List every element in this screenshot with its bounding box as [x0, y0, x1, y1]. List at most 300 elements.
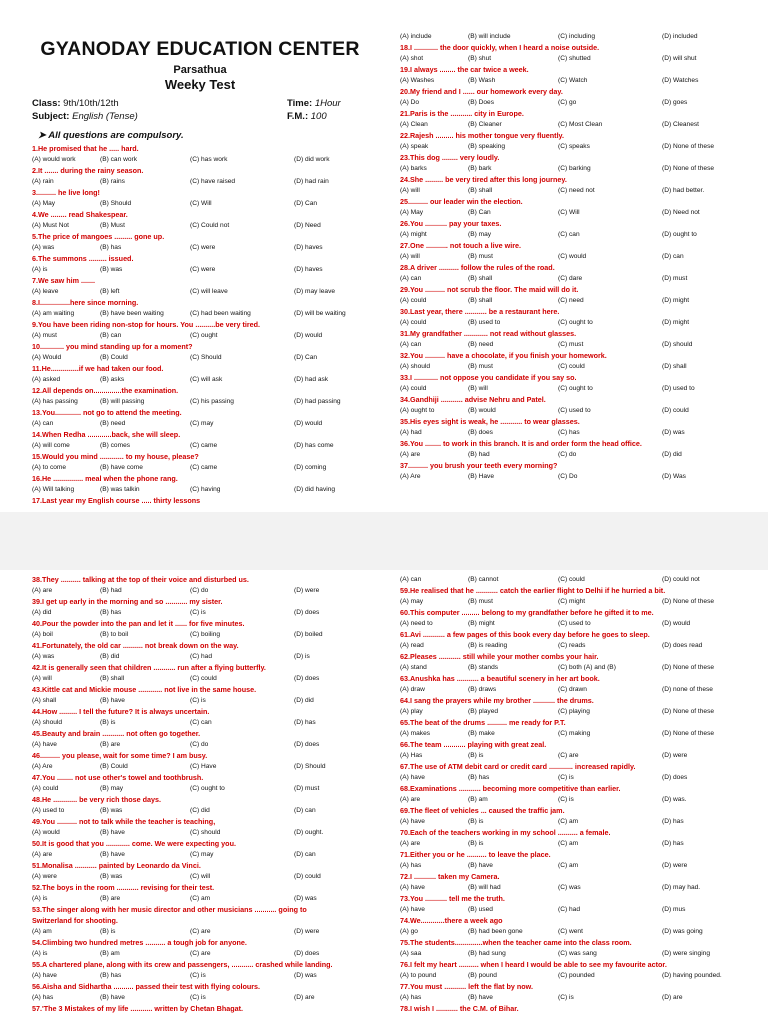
option-c: (C) might [558, 598, 586, 605]
option-row [400, 816, 736, 827]
option-d: (D) was going [662, 928, 703, 935]
option-c: (C) will [190, 873, 211, 880]
option-row [400, 948, 736, 959]
option-d: (D) Was [662, 473, 686, 480]
option-b: (B) are [100, 741, 121, 748]
question-text: 72.I ........... taken my Camera. [400, 872, 500, 881]
question-text: Switzerland for shooting. [32, 916, 118, 925]
option-b: (B) Must [100, 222, 125, 229]
question-text: 60.This computer ......... belong to my grandfather before he gifted it to me. [400, 608, 654, 617]
option-b: (B) have come [100, 464, 143, 471]
option-a: (A) makes [400, 730, 431, 737]
option-a: (A) will [400, 253, 420, 260]
option-a: (A) could [400, 319, 427, 326]
option-row [32, 396, 368, 407]
question-text: 35.His eyes sight is weak, he ........... to wear glasses. [400, 417, 580, 426]
option-d: (D) does [294, 741, 320, 748]
question-text: 30.Last year, there ........... be a restaurant here. [400, 307, 560, 316]
option-d: (D) does read [662, 642, 703, 649]
option-row [400, 207, 736, 218]
question-text: 33.I ............ not oppose you candidate if you say so. [400, 373, 577, 382]
option-d: (D) Can [294, 354, 318, 361]
option-b: (B) can [100, 332, 122, 339]
option-c: (C) is [190, 972, 206, 979]
option-row [32, 992, 368, 1003]
option-b: (B) will [468, 385, 488, 392]
option-row [400, 229, 736, 240]
option-c: (C) do [190, 741, 209, 748]
question-text: 14.When Redha ............back, she will sleep. [32, 430, 181, 439]
option-b: (B) Could [100, 763, 128, 770]
option-d: (D) was [662, 429, 685, 436]
option-c: (C) are [190, 928, 211, 935]
option-row [400, 904, 736, 915]
option-b: (B) used to [468, 319, 501, 326]
question-text: 61.Avi ........... a few pages of this book every day before he goes to sleep. [400, 630, 650, 639]
option-d: (D) included [662, 33, 698, 40]
option-c: (C) had been waiting [190, 310, 251, 317]
option-a: (A) are [400, 796, 421, 803]
option-a: (A) should [400, 363, 431, 370]
option-a: (A) have [400, 906, 425, 913]
option-row [400, 926, 736, 937]
option-b: (B) bark [468, 165, 492, 172]
option-b: (B) speaking [468, 143, 506, 150]
option-b: (B) has [100, 972, 122, 979]
option-row [32, 948, 368, 959]
option-c: (C) am [558, 862, 579, 869]
option-a: (A) should [32, 719, 63, 726]
option-a: (A) are [400, 840, 421, 847]
option-b: (B) will include [468, 33, 511, 40]
option-c: (C) speaks [558, 143, 590, 150]
option-row [400, 163, 736, 174]
question-text: 53.The singer along with her music director and other musicians ........... going to [32, 905, 307, 914]
option-row [400, 251, 736, 262]
option-c: (C) would [558, 253, 587, 260]
option-a: (A) are [32, 587, 53, 594]
option-c: (C) having [190, 486, 221, 493]
option-c: (C) is [558, 796, 574, 803]
question-text: 7.We saw him ....... [32, 276, 95, 285]
option-a: (A) did [32, 609, 52, 616]
question-text: 6.The summons ......... issued. [32, 254, 134, 263]
option-d: (D) can [662, 253, 684, 260]
option-a: (A) Would [32, 354, 62, 361]
question-text: 26.You ........... pay your taxes. [400, 219, 502, 228]
option-d: (D) could [662, 407, 689, 414]
option-c: (C) is [190, 697, 206, 704]
option-c: (C) may [190, 851, 214, 858]
option-d: (D) Cleanest [662, 121, 700, 128]
option-d: (D) Should [294, 763, 326, 770]
question-text: 56.Aisha and Sidhartha .......... passed their test with flying colours. [32, 982, 261, 991]
question-text: 16.He ............... meal when the phone rang. [32, 474, 178, 483]
question-text: 5.The price of mangoes ......... gone up. [32, 232, 165, 241]
option-c: (C) Have [190, 763, 217, 770]
question-text: 63.Anushka has ........... a beautiful scenery in her art book. [400, 674, 600, 683]
question-text: 75.The students..............when the teacher came into the class room. [400, 938, 632, 947]
question-text: 47.You ........ not use other's towel and toothbrush. [32, 773, 204, 782]
option-row [32, 154, 368, 165]
question-text: 36.You ........ to work in this branch. It is and order form the head office. [400, 439, 642, 448]
option-d: (D) mus [662, 906, 686, 913]
option-c: (C) were [190, 244, 216, 251]
option-b: (B) pound [468, 972, 497, 979]
question-text: 57.'The 3 Mistakes of my life ........... written by Chetan Bhagat. [32, 1004, 243, 1013]
option-b: (B) Should [100, 200, 132, 207]
option-c: (C) can [190, 719, 212, 726]
option-a: (A) shall [32, 697, 57, 704]
option-c: (C) is [190, 609, 206, 616]
option-row [400, 618, 736, 629]
option-d: (D) were [294, 587, 320, 594]
option-c: (C) ought to [190, 785, 225, 792]
question-text: 17.Last year my English course ..... thirty lessons [32, 496, 201, 505]
option-c: (C) came [190, 464, 218, 471]
option-c: (C) Watch [558, 77, 588, 84]
option-row [32, 440, 368, 451]
option-row [400, 119, 736, 130]
option-d: (D) shall [662, 363, 687, 370]
option-b: (B) are [100, 895, 121, 902]
option-c: (C) are [558, 752, 579, 759]
option-b: (B) had sung [468, 950, 506, 957]
option-d: (D) does [294, 609, 320, 616]
option-a: (A) boil [32, 631, 53, 638]
question-text: 68.Examinations ........... becoming more competitive than earlier. [400, 784, 621, 793]
option-row [32, 893, 368, 904]
option-row [32, 330, 368, 341]
option-d: (D) haves [294, 244, 323, 251]
option-b: (B) would [468, 407, 496, 414]
option-b: (B) have [100, 994, 125, 1001]
option-row [400, 295, 736, 306]
option-b: (B) need [100, 420, 126, 427]
option-b: (B) has [100, 244, 122, 251]
option-a: (A) used to [32, 807, 65, 814]
option-b: (B) was talkin [100, 486, 140, 493]
option-d: (D) must [662, 275, 688, 282]
question-text: 70.Each of the teachers working in my school .......... a female. [400, 828, 611, 837]
option-a: (A) include [400, 33, 432, 40]
option-b: (B) shut [468, 55, 492, 62]
option-row [400, 383, 736, 394]
option-a: (A) has [400, 862, 422, 869]
question-text: 10............ you mind standing up for a moment? [32, 342, 193, 351]
option-c: (C) Could not [190, 222, 230, 229]
option-a: (A) asked [32, 376, 61, 383]
option-a: (A) was [32, 653, 55, 660]
question-text: 46.......... you please, wait for some time? I am busy. [32, 751, 208, 760]
option-c: (C) shutted [558, 55, 591, 62]
question-text: 49.You .......... not to talk while the teacher is teaching, [32, 817, 216, 826]
option-c: (C) will ask [190, 376, 223, 383]
question-text: 39.I get up early in the morning and so ........... my sister. [32, 597, 223, 606]
option-d: (D) none of these [662, 686, 713, 693]
question-text: 2.It ....... during the rainy season. [32, 166, 144, 175]
option-c: (C) is [558, 994, 574, 1001]
option-c: (C) did [190, 807, 210, 814]
option-b: (B) can work [100, 156, 138, 163]
option-a: (A) Are [32, 763, 53, 770]
option-c: (C) used to [558, 407, 591, 414]
option-c: (C) Most Clean [558, 121, 603, 128]
option-a: (A) need to [400, 620, 433, 627]
option-row [32, 629, 368, 640]
option-c: (C) making [558, 730, 591, 737]
option-b: (B) was [100, 873, 123, 880]
location-label: Parsathua [173, 64, 227, 76]
option-a: (A) have [32, 972, 57, 979]
option-a: (A) read [400, 642, 424, 649]
question-text: 37.......... you brush your teeth every morning? [400, 461, 558, 470]
question-text: 13.You............. not go to attend the meeting. [32, 408, 182, 417]
option-c: (C) am [190, 895, 211, 902]
option-a: (A) have [400, 884, 425, 891]
column-right-top [400, 0, 736, 482]
option-b: (B) cannot [468, 576, 499, 583]
option-row [400, 772, 736, 783]
option-row [32, 308, 368, 319]
option-row [400, 750, 736, 761]
question-text: 78.I wish I ........... the C.M. of Bihar. [400, 1004, 519, 1013]
option-d: (D) would [294, 332, 323, 339]
question-text: 8.I...............here since morning. [32, 298, 139, 307]
question-text: 73.You ........... tell me the truth. [400, 894, 505, 903]
option-d: (D) is [294, 653, 310, 660]
question-text: 65.The beat of the drums .......... me ready for P.T. [400, 718, 566, 727]
option-d: (D) None of these [662, 664, 715, 671]
option-row [32, 484, 368, 495]
option-a: (A) has passing [32, 398, 78, 405]
option-b: (B) make [468, 730, 495, 737]
option-c: (C) went [558, 928, 583, 935]
option-b: (B) am [100, 950, 120, 957]
fm-value: 100 [310, 111, 327, 122]
option-d: (D) could not [662, 576, 700, 583]
option-a: (A) are [400, 451, 421, 458]
option-c: (C) used to [558, 620, 591, 627]
question-text: 51.Monalisa ........... painted by Leonardo da Vinci. [32, 861, 201, 870]
question-text: 4.We ........ read Shakespear. [32, 210, 128, 219]
option-b: (B) Can [468, 209, 491, 216]
question-text: 41.Fortunately, the old car .......... not break down on the way. [32, 641, 239, 650]
option-row [400, 838, 736, 849]
option-d: (D) will shut [662, 55, 697, 62]
option-a: (A) rain [32, 178, 54, 185]
question-text: 66.The team ........... playing with great zeal. [400, 740, 547, 749]
question-text: 25.......... our leader win the election. [400, 197, 523, 206]
question-text: 76.I felt my heart .......... when I heard I would be able to see my favourite actor. [400, 960, 667, 969]
option-a: (A) would [32, 829, 60, 836]
page-gap [0, 512, 768, 570]
option-d: (D) has [662, 840, 684, 847]
option-b: (B) had [100, 587, 122, 594]
question-text: 38.They .......... talking at the top of their voice and disturbed us. [32, 575, 249, 584]
option-a: (A) is [32, 266, 48, 273]
option-b: (B) have been waiting [100, 310, 164, 317]
option-c: (C) his passing [190, 398, 234, 405]
instruction-text: All questions are compulsory. [48, 130, 184, 141]
option-d: (D) did work [294, 156, 330, 163]
option-b: (B) must [468, 598, 493, 605]
option-a: (A) have [400, 774, 425, 781]
option-c: (C) ought to [558, 385, 593, 392]
option-row [32, 651, 368, 662]
question-text: 11.He..............if we had taken our food. [32, 364, 164, 373]
option-d: (D) may had. [662, 884, 701, 891]
option-b: (B) shall [468, 187, 493, 194]
option-b: (B) might [468, 620, 495, 627]
option-a: (A) draw [400, 686, 425, 693]
option-d: (D) Need not [662, 209, 700, 216]
option-d: (D) had rain [294, 178, 329, 185]
option-row [400, 273, 736, 284]
option-b: (B) have [100, 851, 125, 858]
option-d: (D) had ask [294, 376, 329, 383]
option-b: (B) have [100, 829, 125, 836]
option-d: (D) might [662, 319, 690, 326]
option-b: (B) had been gone [468, 928, 523, 935]
page-title: GYANODAY EDUCATION CENTER [40, 38, 360, 60]
option-d: (D) ought to [662, 231, 697, 238]
option-d: (D) might [662, 297, 690, 304]
option-row [32, 827, 368, 838]
option-c: (C) came [190, 442, 218, 449]
option-d: (D) had passing [294, 398, 341, 405]
option-a: (A) saa [400, 950, 422, 957]
option-row [400, 53, 736, 64]
option-row [400, 574, 736, 585]
question-text: 23.This dog ........ very loudly. [400, 153, 500, 162]
option-row [32, 585, 368, 596]
option-row [32, 264, 368, 275]
option-c: (C) both (A) and (B) [558, 664, 616, 671]
option-a: (A) stand [400, 664, 427, 671]
option-c: (C) may [190, 420, 214, 427]
question-text: 64.I sang the prayers while my brother ........... the drums. [400, 696, 594, 705]
option-row [400, 662, 736, 673]
option-b: (B) am [468, 796, 488, 803]
option-row [400, 449, 736, 460]
option-c: (C) need [558, 297, 584, 304]
option-d: (D) were [662, 862, 688, 869]
option-a: (A) to come [32, 464, 67, 471]
option-row [400, 860, 736, 871]
question-text: 27.One ........... not touch a live wire. [400, 241, 522, 250]
option-b: (B) is [468, 840, 484, 847]
question-list [400, 31, 736, 482]
option-c: (C) reads [558, 642, 586, 649]
option-b: (B) shall [468, 275, 493, 282]
option-d: (D) did [294, 697, 314, 704]
option-row [400, 75, 736, 86]
option-a: (A) barks [400, 165, 427, 172]
option-c: (C) is [190, 994, 206, 1001]
question-text: 28.A driver .......... follow the rules of the road. [400, 263, 555, 272]
option-row [32, 871, 368, 882]
option-b: (B) asks [100, 376, 125, 383]
option-b: (B) must [468, 253, 493, 260]
option-a: (A) could [400, 297, 427, 304]
option-b: (B) will had [468, 884, 501, 891]
option-row [32, 462, 368, 473]
question-text: 71.Either you or he .......... to leave the place. [400, 850, 551, 859]
question-text: 1.He promised that he ..... hard. [32, 144, 139, 153]
option-row [400, 427, 736, 438]
time-label: Time: [287, 98, 313, 109]
option-d: (D) would [662, 620, 691, 627]
option-a: (A) have [32, 741, 57, 748]
question-text: 29.You .......... not scrub the floor. The maid will do it. [400, 285, 579, 294]
option-d: (D) was [294, 972, 317, 979]
question-text: 45.Beauty and brain ........... not often go together. [32, 729, 201, 738]
option-a: (A) have [400, 818, 425, 825]
option-a: (A) may [400, 598, 424, 605]
option-a: (A) will [32, 675, 52, 682]
option-a: (A) am waiting [32, 310, 75, 317]
option-d: (D) coming [294, 464, 327, 471]
option-c: (C) was [558, 884, 581, 891]
option-row [400, 992, 736, 1003]
option-row [32, 176, 368, 187]
option-c: (C) were [190, 266, 216, 273]
option-b: (B) may [468, 231, 492, 238]
question-text: 48.He ............ be very rich those days. [32, 795, 162, 804]
option-row [400, 970, 736, 981]
question-text: 3.......... he live long! [32, 188, 100, 197]
time-value: 1Hour [314, 98, 341, 109]
option-c: (C) are [190, 950, 211, 957]
option-row [32, 783, 368, 794]
question-text: 44.How ......... I tell the future? It is always uncertain. [32, 707, 210, 716]
option-c: (C) could [558, 576, 585, 583]
column-left-bottom [32, 570, 368, 1014]
option-b: (B) have [100, 697, 125, 704]
option-a: (A) could [32, 785, 59, 792]
option-a: (A) are [32, 851, 53, 858]
option-c: (C) boiling [190, 631, 221, 638]
option-row [32, 418, 368, 429]
option-a: (A) speak [400, 143, 429, 150]
option-row [400, 97, 736, 108]
question-text: 77.You must ........... left the flat by now. [400, 982, 533, 991]
question-text: 62.Pleases ........... still while your mother combs your hair. [400, 652, 599, 661]
option-d: (D) has [294, 719, 316, 726]
option-b: (B) has [100, 609, 122, 616]
option-b: (B) used [468, 906, 493, 913]
option-d: (D) has come [294, 442, 334, 449]
option-d: (D) Need [294, 222, 321, 229]
option-c: (C) Will [190, 200, 212, 207]
option-a: (A) was [32, 244, 55, 251]
option-a: (A) Has [400, 752, 423, 759]
option-row [400, 640, 736, 651]
column-left-top [32, 0, 368, 506]
option-a: (A) is [32, 895, 48, 902]
option-c: (C) had [190, 653, 212, 660]
option-a: (A) Washes [400, 77, 435, 84]
option-b: (B) have [468, 994, 493, 1001]
option-d: (D) were singing [662, 950, 711, 957]
question-text: 24.She ......... be very tired after this long journey. [400, 175, 567, 184]
option-d: (D) would [294, 420, 323, 427]
option-d: (D) does [294, 675, 320, 682]
option-a: (A) Will talking [32, 486, 75, 493]
page-bottom [0, 570, 768, 1024]
option-a: (A) can [32, 420, 54, 427]
